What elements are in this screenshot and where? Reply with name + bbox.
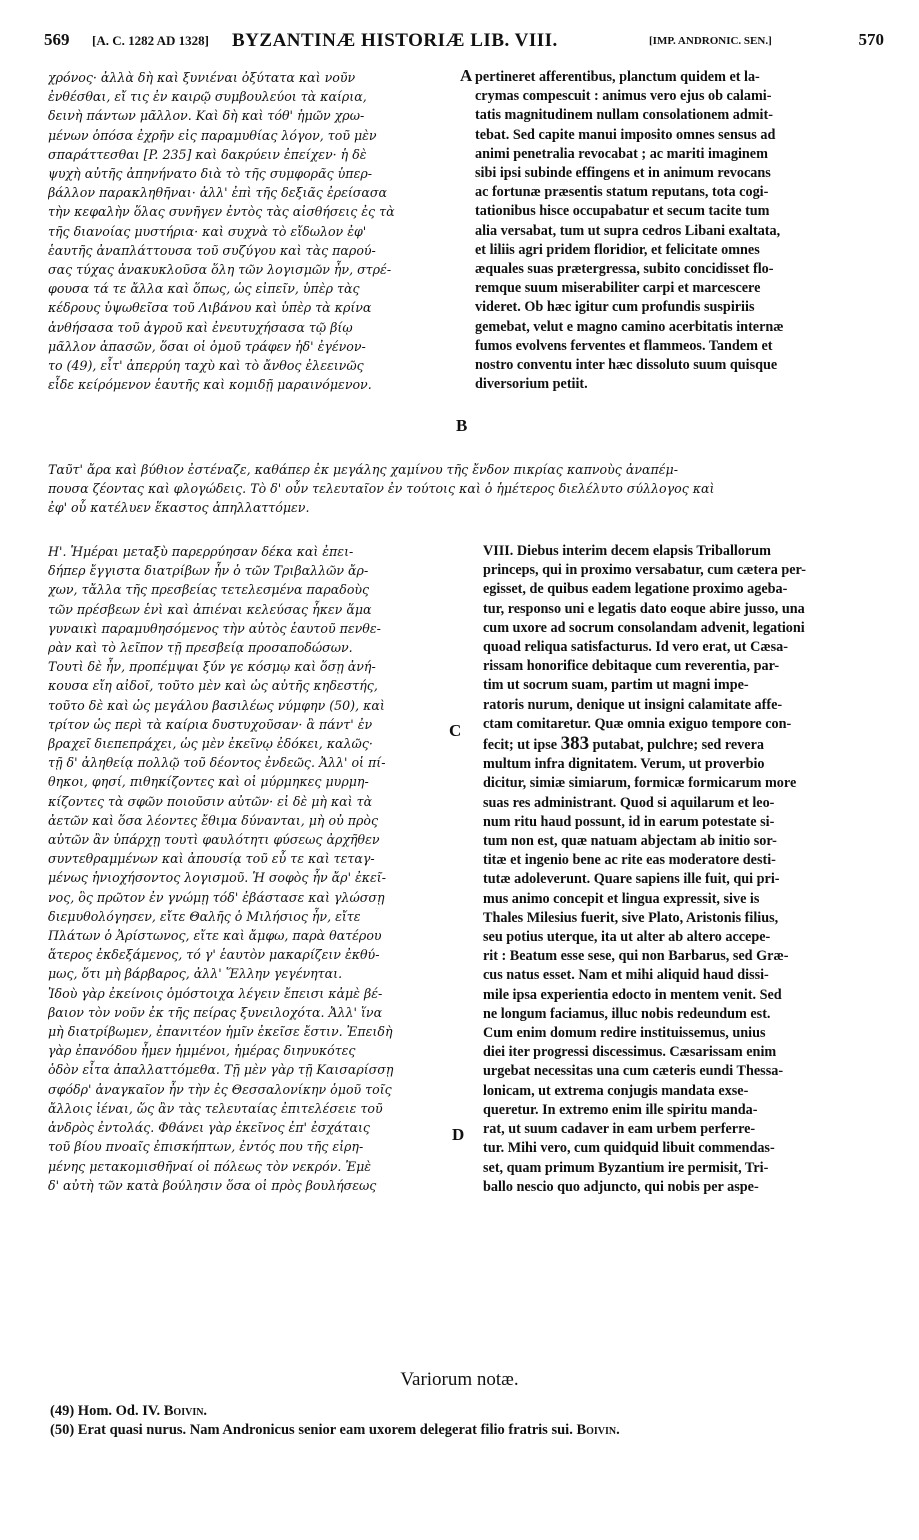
greek-line: τῇ δ' ἀληθείᾳ πολλῷ τοῦ δέοντος ἐνδεῶς. Ἀλλ' οἱ πί- bbox=[48, 755, 386, 771]
latin-line: tur, responso uni e legatis dato eoque abire jusso, una bbox=[483, 600, 805, 617]
greek-column-b bbox=[48, 542, 456, 1195]
year-range: [A. C. 1282 AD 1328] bbox=[92, 33, 209, 48]
latin-line: ctam comitaretur. Quæ omnia exiguo tempore con- bbox=[483, 715, 792, 732]
greek-line: ἅτερος ἐκδεξάμενος, τό γ' ἑαυτὸν μακαρίζειν ἐκθύ- bbox=[48, 947, 380, 963]
greek-line: τῶν πρέσβεων ἑνὶ καὶ ἀπιέναι κελεύσας ἧκεν ἅμα bbox=[48, 601, 372, 617]
greek-line: ἐνθέσθαι, εἴ τις ἐν καιρῷ συμβουλεύοι τὰ καίρια, bbox=[48, 89, 367, 105]
latin-line: princeps, qui in proximo versabatur, cum cætera per- bbox=[483, 562, 807, 579]
greek-line: το (49), εἶτ' ἀπερρύη ταχὺ καὶ τὸ ἄνθος ἐλεεινῶς bbox=[48, 358, 364, 374]
section-label: [IMP. ANDRONIC. SEN.] bbox=[649, 35, 772, 47]
latin-line: diversorium petiit. bbox=[475, 376, 588, 393]
greek-line: συντεθραμμένων καὶ ἀπουσίᾳ τοῦ εὖ τε καὶ τεταγ- bbox=[48, 851, 375, 867]
latin-line: rissam honorifice debitaque cum reverentia, par- bbox=[483, 658, 780, 675]
footnote-item bbox=[50, 1402, 880, 1421]
latin-line: sibi ipsi subinde effingens et in animum revocans bbox=[475, 165, 771, 182]
latin-line: cus natus esset. Nam et mihi aliquid haud dissi- bbox=[483, 967, 769, 984]
greek-line: εἶδε κείρόμενον ἑαυτῆς καὶ κομιδῇ μαραινόμενον. bbox=[48, 377, 372, 393]
greek-line: ἄλλοις ἰέναι, ὥς ἂν τὰς τελευταίας ἐπιτελέσειε τοῦ bbox=[48, 1100, 383, 1116]
latin-line: queretur. In extremo enim ille spiritu manda- bbox=[483, 1101, 758, 1118]
greek-line: βαιον τὸν νοῦν ἐκ τῆς πείρας ξυνειλοχότα. Ἀλλ' ἵνα bbox=[48, 1004, 383, 1020]
latin-line: ballo nescio quo adjuncto, qui nobis per aspe- bbox=[483, 1178, 759, 1195]
footnote-text: Erat quasi nurus. Nam Andronicus senior eam uxorem delegerat filio fratris sui. bbox=[74, 1422, 577, 1438]
greek-column-a bbox=[48, 68, 456, 394]
greek-line: κίζοντες τὰ σφῶν ποιοῦσιν αὐτῶν· εἰ δὲ μὴ καὶ τὰ bbox=[48, 793, 373, 809]
latin-line: fumos evolvens ferventes et flammeos. Tandem et bbox=[475, 337, 773, 354]
latin-line: crymas compescuit : animus vero ejus ob calami- bbox=[475, 88, 772, 105]
latin-line: videret. Ob hæc igitur cum profundis suspiriis bbox=[475, 299, 755, 316]
footnote-number: (49) bbox=[50, 1403, 75, 1419]
greek-line: δεινὴ πάντων μᾶλλον. Καὶ δὴ καὶ τόθ' ἡμῶν χρω- bbox=[48, 108, 365, 124]
latin-line: tum non est, quæ natuam abjectam ab initio sor- bbox=[483, 833, 777, 850]
greek-line: γυναικὶ παραμυθησόμενος τὴν αὐτὸς ἑαυτοῦ πενθε- bbox=[48, 620, 381, 636]
page-number-left: 569 bbox=[44, 30, 70, 49]
greek-line: Ἰδοὺ γὰρ ἐκείνοις ὁμόστοιχα λέγειν ἔπεισι κἀμὲ βέ- bbox=[48, 985, 383, 1001]
latin-line: tutæ adoleverunt. Quare sapiens ille fuit, qui pri- bbox=[483, 871, 780, 888]
greek-line: θηκοι, φησί, πιθηκίζοντες καὶ οἱ μύρμηκες μυρμη- bbox=[48, 774, 369, 790]
latin-line: mile ipsa experientia edocto in mentem venit. Sed bbox=[483, 986, 782, 1003]
footnote-number: (50) bbox=[50, 1422, 75, 1438]
latin-line: cum uxore ad socrum consolandam advenit, legationi bbox=[483, 619, 805, 636]
latin-line: rit : Beatum esse sese, qui non Barbarus, sed Græ- bbox=[483, 948, 789, 965]
notes-heading: Variorum notæ. bbox=[400, 1369, 519, 1390]
running-header bbox=[44, 30, 884, 56]
greek-line: μένων ὁπόσα ἐχρῆν εἰς παραμυθίας λόγον, τοῦ μὲν bbox=[48, 127, 377, 143]
greek-line: σπαράττεσθαι [P. 235] καὶ δακρύειν ἐπείχεν· ἡ δὲ bbox=[48, 146, 367, 162]
greek-line: αὐτῶν ἂν ὑπάρχῃ τουτὶ φαυλότητι φύσεως ἀρχῆθεν bbox=[48, 832, 380, 848]
latin-line: urgebat necessitas una cum cæteris eundi Thessa- bbox=[483, 1063, 784, 1080]
latin-line: æquales suas prætergressa, subito concidisset flo- bbox=[475, 261, 774, 278]
footnote-item bbox=[50, 1421, 880, 1440]
latin-column-b bbox=[483, 542, 880, 1197]
running-title: BYZANTINÆ HISTORIÆ LIB. VIII. bbox=[232, 30, 558, 51]
greek-line: ρὰν καὶ τὸ λεῖπον τῇ πρεσβείᾳ προσαποδώσων. bbox=[48, 640, 353, 656]
page-number-right: 570 bbox=[858, 30, 884, 49]
greek-line: χων, τἄλλα τῆς πρεσβείας τετελεσμένα παραδοὺς bbox=[48, 582, 370, 598]
greek-line: τῆς διανοίας μυστήρια· καὶ συχνὰ τὸ εἴδωλον ἐφ' bbox=[48, 223, 367, 239]
latin-line: ne longum faciamus, illuc nobis redeundum est. bbox=[483, 1005, 771, 1022]
greek-line: δ' αὐτὴ τῶν κατὰ βούλησιν ὅσα οἱ πρὸς βουλήσεως bbox=[48, 1177, 377, 1193]
greek-line: ὁδὸν εἶτα ἀπαλλαττόμεθα. Τῇ μὲν γὰρ τῇ Καισαρίσσῃ bbox=[48, 1062, 394, 1078]
latin-line: seu potius uterque, ita ut alter ab altero accepe- bbox=[483, 929, 771, 946]
latin-line: num ritu haud possunt, id in earum potestate si- bbox=[483, 813, 775, 830]
greek-line: τὴν κεφαλὴν ὅλας συνῆγεν ἐντὸς τὰς αἰσθήσεις ἐς τὰ bbox=[48, 204, 395, 220]
latin-line: set, quam primum Byzantium ire permisit, Tri- bbox=[483, 1159, 769, 1176]
latin-line: quoad reliqua satisfacturus. Id vero erat, ut Cæsa- bbox=[483, 639, 788, 656]
footnote-text: Hom. Od. IV. bbox=[74, 1403, 164, 1419]
margin-marker-d: D bbox=[452, 1125, 465, 1144]
greek-line: δήπερ ἔγγιστα διατρίβων ἦν ὁ τῶν Τριβαλλῶν ἄρ- bbox=[48, 563, 369, 579]
greek-line: κέδρους ὑψωθεῖσα τοῦ Λιβάνου καὶ ὑπὲρ τὰ κρίνα bbox=[48, 300, 372, 316]
latin-line: rat, ut suum cadaver in eam urbem perferre- bbox=[483, 1121, 756, 1138]
footnotes bbox=[50, 1402, 880, 1440]
greek-line: Πλάτων ὁ Ἀρίστωνος, εἴτε καὶ ἄμφω, παρὰ θατέρου bbox=[48, 928, 382, 944]
latin-line: pertineret afferentibus, planctum quidem et la- bbox=[475, 69, 760, 85]
latin-line: fecit; ut ipse 383 putabat, pulchre; sed revera bbox=[483, 734, 764, 755]
greek-line: Ταῦτ' ἄρα καὶ βύθιον ἐστέναζε, καθάπερ ἐκ μεγάλης χαμίνου τῆς ἔνδον πικρίας καπνοὺς ἀναπέμ- bbox=[48, 462, 678, 477]
greek-line: χρόνος· ἀλλὰ δὴ καὶ ξυνιέναι ὀξύτατα καὶ νοῦν bbox=[48, 70, 356, 85]
latin-line: tebat. Sed capite manui imposito omnes sensus ad bbox=[475, 126, 776, 143]
latin-line: Thales Milesius fuerit, sive Plato, Aristonis filius, bbox=[483, 909, 779, 926]
latin-line: titæ et ingenio bene ac rite eas moderatore desti- bbox=[483, 852, 776, 869]
latin-line: mus animo concepit et lingua expressit, sive is bbox=[483, 890, 760, 907]
latin-line: ratoris nurum, denique ut insigni calamitate affe- bbox=[483, 696, 783, 713]
greek-line: ἀνθήσασα τοῦ ἀγροῦ καὶ ἐνευτυχήσασα τῷ βίῳ bbox=[48, 319, 353, 335]
greek-line: ἀετῶν καὶ ὅσα λέοντες ἔθιμα δύνανται, μὴ οὐ πρὸς bbox=[48, 812, 379, 828]
margin-marker-c: C bbox=[449, 721, 462, 740]
latin-line: tationibus hisce occupabatur et secum tacite tum bbox=[475, 203, 770, 220]
latin-line: tatis magnitudinem nullam consolationem admit- bbox=[475, 107, 773, 124]
greek-line: ἐφ' οὗ κατέλυεν ἕκαστος ἀπηλλαττόμεν. bbox=[48, 500, 310, 516]
greek-line: πουσα ζέοντας καὶ φλογώδεις. Τὸ δ' οὖν τελευταῖον ἐν τούτοις καὶ ὁ ἡμέτερος διελέλυτο σύλλογος καὶ bbox=[48, 481, 715, 497]
latin-line: et liliis agri pridem floridior, et felicitate omnes bbox=[475, 241, 760, 258]
margin-marker-a: A bbox=[460, 66, 473, 85]
greek-full-width-text bbox=[48, 460, 880, 518]
greek-line: σας τύχας ἀνακυκλοῦσα ὅλη τῶν λογισμῶν ἦν, στρέ- bbox=[48, 262, 392, 278]
greek-line: ἀνδρὸς ἐντολάς. Φθάνει γὰρ ἐκεῖνος ἐπ' ἐσχάταις bbox=[48, 1120, 370, 1136]
greek-line: διεμυθολόγησεν, εἴτε Θαλῆς ὁ Μιλήσιος ἦν, εἴτε bbox=[48, 908, 361, 924]
latin-line: lonicam, ut extrema conjugis mandata exse- bbox=[483, 1082, 749, 1099]
greek-line: σφόδρ' ἀναγκαῖον ἦν τὴν ἐς Θεσσαλονίκην ὁμοῦ τοῖς bbox=[48, 1081, 392, 1097]
latin-line: tur. Mihi vero, cum quidquid libuit commendas- bbox=[483, 1140, 775, 1157]
greek-line: μως, ὅτι μὴ βάρβαρος, ἀλλ' Ἕλλην γεγένηται. bbox=[48, 966, 343, 982]
greek-line: βραχεῖ διεπεπράχει, ὡς μὲν ἐκεῖνῳ ἐδόκει, καλῶς· bbox=[48, 736, 373, 752]
latin-line: nostro conventu inter hæc dissoluto suum quisque bbox=[475, 357, 778, 374]
greek-line: Τουτὶ δὲ ἦν, προπέμψαι ξύν γε κόσμῳ καὶ ὅσῃ ἀνή- bbox=[48, 659, 376, 675]
greek-line: βάλλον παρακληθῆναι· ἀλλ' ἐπὶ τῆς δεξιᾶς ἐρείσασα bbox=[48, 185, 388, 201]
greek-line: γὰρ ἐπανόδου ἦμεν ἡμμένοι, ἡμέρας διηνυκότες bbox=[48, 1043, 356, 1059]
greek-line: φουσα τά τε ἄλλα καὶ ὅπως, ὡς εἰπεῖν, ὑπὲρ τὰς bbox=[48, 281, 360, 297]
greek-line: μένης μετακομισθῆναί οἱ πόλεως τὸν νεκρόν. Ἐμὲ bbox=[48, 1158, 372, 1174]
greek-line: νος, ὃς πρῶτον ἐν γνώμῃ τόδ' ἐβάστασε καὶ γλώσσῃ bbox=[48, 889, 385, 905]
greek-line: Η'. Ἡμέραι μεταξὺ παρερρύησαν δέκα καὶ ἐπει- bbox=[48, 544, 354, 559]
footnote-author: Boivin. bbox=[163, 1403, 208, 1419]
latin-line: suas res administrant. Quod si aquilarum et leo- bbox=[483, 794, 775, 811]
greek-line: κουσα εἴη αἰδοῖ, τοῦτο μὲν καὶ ὡς αὐτῆς κηδεστής, bbox=[48, 678, 378, 694]
latin-line: tim ut socrum suam, partim ut magni impe- bbox=[483, 677, 749, 694]
greek-line: τοῦτο δὲ καὶ ὡς μεγάλου βασιλέως νύμφην (50), καὶ bbox=[48, 697, 385, 713]
latin-line: ac fortunæ præsentis statum reputans, tota cogi- bbox=[475, 184, 769, 201]
latin-column-a bbox=[475, 68, 880, 394]
latin-line: alia versabat, tum ut supra cedros Libani exaltata, bbox=[475, 222, 781, 239]
latin-line: diei iter progressi discessimus. Cæsarissam enim bbox=[483, 1044, 777, 1061]
greek-line: μᾶλλον ἁπασῶν, ὅσαι οἱ ὁμοῦ τράφεν ἠδ' ἐγένον- bbox=[48, 338, 366, 354]
latin-line: gemebat, velut e magno camino acerbitatis internæ bbox=[475, 318, 784, 335]
latin-line: VIII. Diebus interim decem elapsis Triballorum bbox=[483, 543, 771, 559]
greek-line: τρίτον ὡς περὶ τὰ καίρια δυστυχοῦσαν· ἃ πάντ' ἐν bbox=[48, 716, 373, 732]
latin-line: remque suum miserabiliter carpi et marcescere bbox=[475, 280, 761, 297]
greek-line: μένως ἡνιοχήσοντος λογισμοῦ. Ἡ σοφὸς ἦν ἄρ' ἐκεῖ- bbox=[48, 870, 386, 886]
latin-line: dicitur, simiæ simiarum, formicæ formicarum more bbox=[483, 775, 797, 792]
latin-line: multum infra dignitatem. Verum, ut proverbio bbox=[483, 756, 765, 773]
latin-line: Cum enim domum redire instituissemus, unius bbox=[483, 1025, 766, 1042]
latin-line: egisset, de quibus eadem legatione proximo ageba- bbox=[483, 581, 788, 598]
greek-line: μὴ διατρίβωμεν, ἐπανιτέον ἡμῖν ἐκεῖσε ἔστιν. Ἐπειδὴ bbox=[48, 1024, 393, 1040]
old-page-number: 383 bbox=[560, 734, 590, 755]
greek-line: τοῦ βίου πνοαῖς ἐπισκήπτων, ἐντός που τῆς εἰρη- bbox=[48, 1139, 364, 1155]
latin-line: animi penetralia revocabat ; ac mariti imaginem bbox=[475, 145, 768, 162]
margin-marker-b: B bbox=[456, 416, 468, 435]
greek-line: ψυχὴ αὐτῆς ἀπηνήνατο διὰ τὸ τῆς συμφορᾶς ὑπερ- bbox=[48, 166, 372, 182]
greek-line: ἑαυτῆς ἀναπλάττουσα τοῦ συζύγου καὶ τὰς παρού- bbox=[48, 242, 376, 258]
footnote-author: Boivin. bbox=[576, 1422, 620, 1438]
